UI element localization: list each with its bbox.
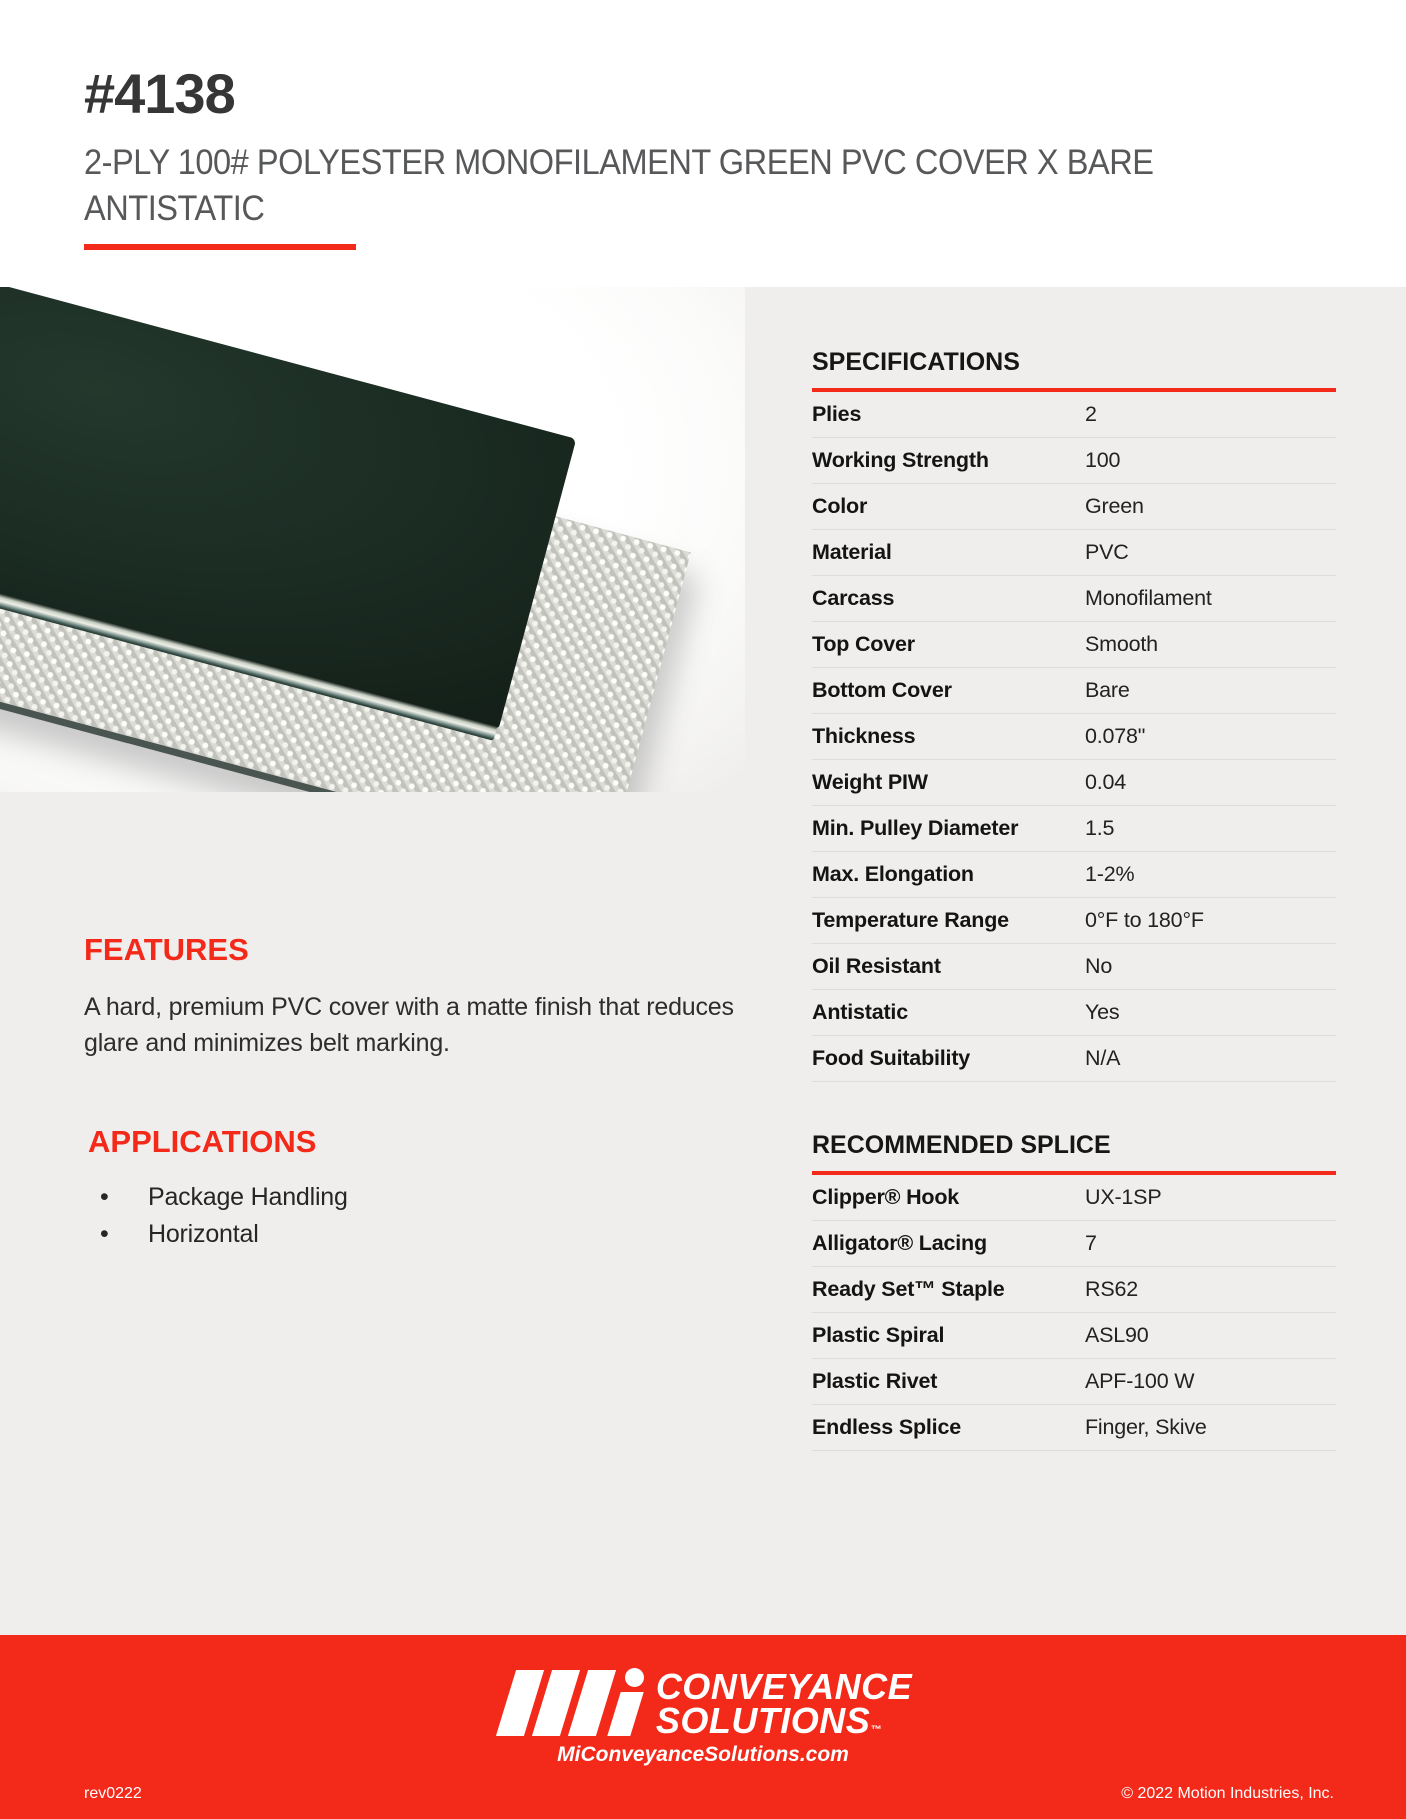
page-title: #4138 [84, 62, 235, 125]
features-heading: FEATURES [84, 932, 249, 967]
list-item [88, 1179, 728, 1216]
spec-value: 1.5 [1085, 816, 1115, 840]
features-section [84, 934, 734, 1061]
spec-label: Max. Elongation [812, 862, 974, 886]
spec-value: No [1085, 954, 1113, 978]
spec-label: Color [812, 494, 868, 518]
spec-value: Smooth [1085, 632, 1158, 656]
spec-label: Antistatic [812, 1000, 908, 1024]
spec-value: Yes [1085, 1000, 1120, 1024]
spec-value: PVC [1085, 540, 1129, 564]
spec-label: Temperature Range [812, 908, 1009, 932]
brand-logo [0, 1666, 1406, 1742]
brand-wordmark-line2-text: SOLUTIONS [655, 1700, 871, 1742]
list-item-label: Horizontal [148, 1220, 259, 1248]
spec-value: 1-2% [1085, 862, 1135, 886]
spec-label: Oil Resistant [812, 954, 941, 978]
spec-value: Bare [1085, 678, 1130, 702]
table-row [812, 714, 1336, 760]
splice-label: Clipper® Hook [812, 1185, 960, 1209]
splice-value: RS62 [1085, 1277, 1138, 1301]
table-row [812, 990, 1336, 1036]
table-row [812, 668, 1336, 714]
list-item [88, 1216, 728, 1253]
spec-value: 0°F to 180°F [1085, 908, 1204, 932]
brand-wordmark-line1: CONVEYANCE [655, 1666, 913, 1708]
mi-logo-icon [494, 1668, 650, 1738]
spec-label: Bottom Cover [812, 678, 952, 702]
applications-heading: APPLICATIONS [88, 1124, 317, 1159]
footer [0, 1635, 1406, 1819]
table-row [812, 530, 1336, 576]
splice-value: 7 [1085, 1231, 1097, 1255]
bullet-icon: • [100, 1220, 109, 1248]
splice-value: Finger, Skive [1085, 1415, 1207, 1439]
bullet-icon: • [100, 1183, 109, 1211]
spec-value: 100 [1085, 448, 1121, 472]
splice-value: UX-1SP [1085, 1185, 1162, 1209]
table-row [812, 760, 1336, 806]
splice-label: Plastic Spiral [812, 1323, 945, 1347]
table-row [812, 898, 1336, 944]
splice-value: ASL90 [1085, 1323, 1149, 1347]
spec-value: 0.04 [1085, 770, 1127, 794]
table-row [812, 622, 1336, 668]
table-row [812, 576, 1336, 622]
splice-label: Plastic Rivet [812, 1369, 938, 1393]
recommended-splice-heading: RECOMMENDED SPLICE [812, 1131, 1111, 1159]
features-body: A hard, premium PVC cover with a matte finish that reduces glare and minimizes belt marking. [84, 993, 734, 1057]
list-item-label: Package Handling [148, 1183, 348, 1211]
table-row [812, 852, 1336, 898]
spec-value: N/A [1085, 1046, 1121, 1070]
table-row [812, 438, 1336, 484]
applications-section [88, 1126, 728, 1253]
spec-value: Green [1085, 494, 1144, 518]
table-row [812, 1313, 1336, 1359]
spec-label: Plies [812, 402, 862, 426]
belt-illustration [0, 301, 745, 792]
specifications-heading: SPECIFICATIONS [812, 348, 1020, 376]
table-row [812, 944, 1336, 990]
page-subtitle-line2: ANTISTATIC [84, 189, 265, 229]
title-divider [84, 244, 356, 250]
mi-logo-i-stem [607, 1692, 643, 1736]
website-link[interactable]: MiConveyanceSolutions.com [557, 1743, 849, 1766]
spec-label: Top Cover [812, 632, 915, 656]
splice-label: Alligator® Lacing [812, 1231, 987, 1255]
mi-logo-i-dot [625, 1668, 644, 1687]
table-row [812, 1405, 1336, 1451]
splice-label: Endless Splice [812, 1415, 961, 1439]
table-row [812, 1267, 1336, 1313]
spec-label: Carcass [812, 586, 895, 610]
spec-label: Working Strength [812, 448, 989, 472]
spec-label: Min. Pulley Diameter [812, 816, 1019, 840]
splice-label: Ready Set™ Staple [812, 1277, 1005, 1301]
table-row [812, 806, 1336, 852]
product-photo [0, 287, 745, 792]
applications-list [88, 1179, 728, 1253]
spec-value: 0.078" [1085, 724, 1146, 748]
recommended-splice-section [812, 1133, 1336, 1451]
revision-label: rev0222 [84, 1785, 142, 1802]
specifications-section [812, 350, 1336, 1082]
spec-value: 2 [1085, 402, 1097, 426]
table-row [812, 392, 1336, 438]
table-row [812, 1359, 1336, 1405]
brand-wordmark-line2 [655, 1700, 912, 1742]
brand-wordmark [655, 1666, 913, 1742]
table-row [812, 1221, 1336, 1267]
table-row [812, 484, 1336, 530]
spec-label: Food Suitability [812, 1046, 971, 1070]
table-row [812, 1036, 1336, 1082]
spec-label: Thickness [812, 724, 916, 748]
spec-label: Material [812, 540, 892, 564]
copyright-notice: © 2022 Motion Industries, Inc. [1121, 1785, 1334, 1802]
spec-value: Monofilament [1085, 586, 1212, 610]
page-subtitle [84, 140, 1154, 232]
table-row [812, 1175, 1336, 1221]
splice-value: APF-100 W [1085, 1369, 1195, 1393]
spec-label: Weight PIW [812, 770, 928, 794]
page-subtitle-line1: 2-PLY 100# POLYESTER MONOFILAMENT GREEN PVC COVER X BARE [84, 143, 1154, 182]
trademark-symbol: ™ [870, 1724, 882, 1737]
